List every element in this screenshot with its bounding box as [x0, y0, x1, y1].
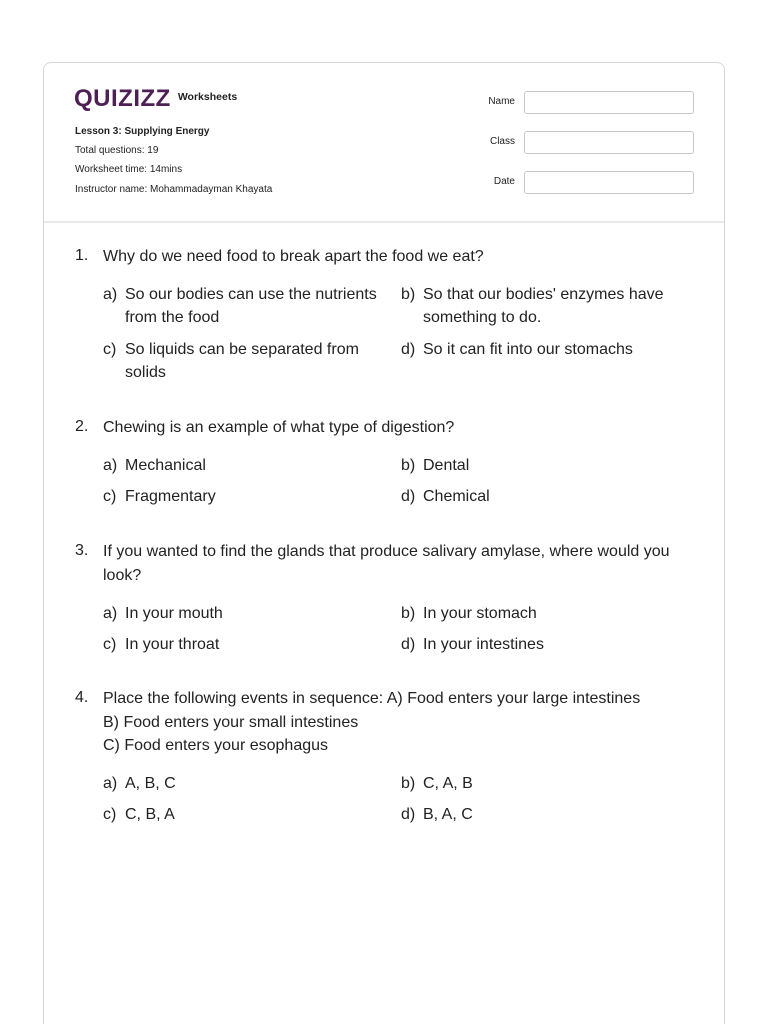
option-text: C, B, A	[125, 806, 175, 823]
option-letter: d)	[401, 488, 416, 505]
total-questions: Total questions: 19	[75, 145, 159, 156]
option-c	[103, 485, 380, 508]
option-text: So that our bodies' enzymes have something to do.	[423, 286, 664, 326]
option-letter: b)	[401, 457, 416, 474]
option-letter: a)	[103, 775, 118, 792]
option-letter: d)	[401, 806, 416, 823]
question-number: 2.	[75, 418, 89, 435]
class-label: Class	[489, 136, 515, 147]
option-text: A, B, C	[125, 775, 176, 792]
question-text-line: Place the following events in sequence: A) Food enters your large intestines	[103, 690, 641, 707]
option-text: In your mouth	[125, 605, 223, 622]
option-c	[103, 803, 380, 826]
option-text: C, A, B	[423, 775, 473, 792]
option-letter: b)	[401, 605, 416, 622]
option-text: So liquids can be separated from solids	[125, 341, 359, 381]
option-a	[103, 454, 380, 477]
option-c	[103, 633, 380, 656]
option-text: Dental	[423, 457, 470, 474]
option-d	[401, 803, 678, 826]
option-a	[103, 283, 380, 329]
option-b	[401, 454, 678, 477]
question-text: If you wanted to find the glands that produce salivary amylase, where would you look?	[103, 543, 670, 584]
logo-wordmark: QUIZIZZ	[74, 85, 171, 112]
option-text: Chemical	[423, 488, 490, 505]
option-letter: c)	[103, 636, 117, 653]
option-letter: a)	[103, 605, 118, 622]
class-field[interactable]	[524, 131, 694, 154]
logo-subtitle: Worksheets	[177, 91, 238, 103]
worksheet-header	[44, 63, 724, 223]
option-letter: b)	[401, 286, 416, 303]
option-b	[401, 772, 678, 795]
question-number: 1.	[75, 247, 89, 264]
quizizz-logo	[74, 85, 237, 113]
option-d	[401, 633, 678, 656]
option-c	[103, 338, 380, 384]
option-letter: a)	[103, 286, 118, 303]
option-letter: c)	[103, 806, 117, 823]
question-number: 4.	[75, 689, 89, 706]
worksheet-time: Worksheet time: 14mins	[75, 164, 183, 175]
date-field[interactable]	[524, 171, 694, 194]
option-text: In your throat	[125, 636, 220, 653]
option-a	[103, 602, 380, 625]
question-text: Why do we need food to break apart the food we eat?	[103, 248, 484, 265]
option-letter: c)	[103, 488, 117, 505]
option-text: B, A, C	[423, 806, 473, 823]
option-text: In your intestines	[423, 636, 544, 653]
option-b	[401, 283, 678, 329]
option-letter: d)	[401, 341, 416, 358]
worksheet-page	[43, 62, 725, 1024]
question-text: Chewing is an example of what type of digestion?	[103, 419, 455, 436]
option-b	[401, 602, 678, 625]
option-text: Mechanical	[125, 457, 206, 474]
option-a	[103, 772, 380, 795]
option-d	[401, 485, 678, 508]
question-number: 3.	[75, 542, 89, 559]
name-label: Name	[488, 96, 515, 107]
option-letter: b)	[401, 775, 416, 792]
option-d	[401, 338, 678, 361]
option-text: In your stomach	[423, 605, 537, 622]
question-text-line: B) Food enters your small intestines	[103, 713, 359, 731]
instructor-name: Instructor name: Mohammadayman Khayata	[75, 184, 273, 195]
option-text: So our bodies can use the nutrients from the food	[125, 286, 377, 326]
option-letter: c)	[103, 341, 117, 358]
option-text: Fragmentary	[125, 488, 216, 505]
option-letter: a)	[103, 457, 118, 474]
question-text	[103, 687, 703, 758]
option-letter: d)	[401, 636, 416, 653]
question-text-line: C) Food enters your esophagus	[103, 737, 329, 754]
date-label: Date	[493, 176, 515, 187]
lesson-title: Lesson 3: Supplying Energy	[75, 126, 210, 137]
name-field[interactable]	[524, 91, 694, 114]
option-text: So it can fit into our stomachs	[423, 341, 633, 358]
